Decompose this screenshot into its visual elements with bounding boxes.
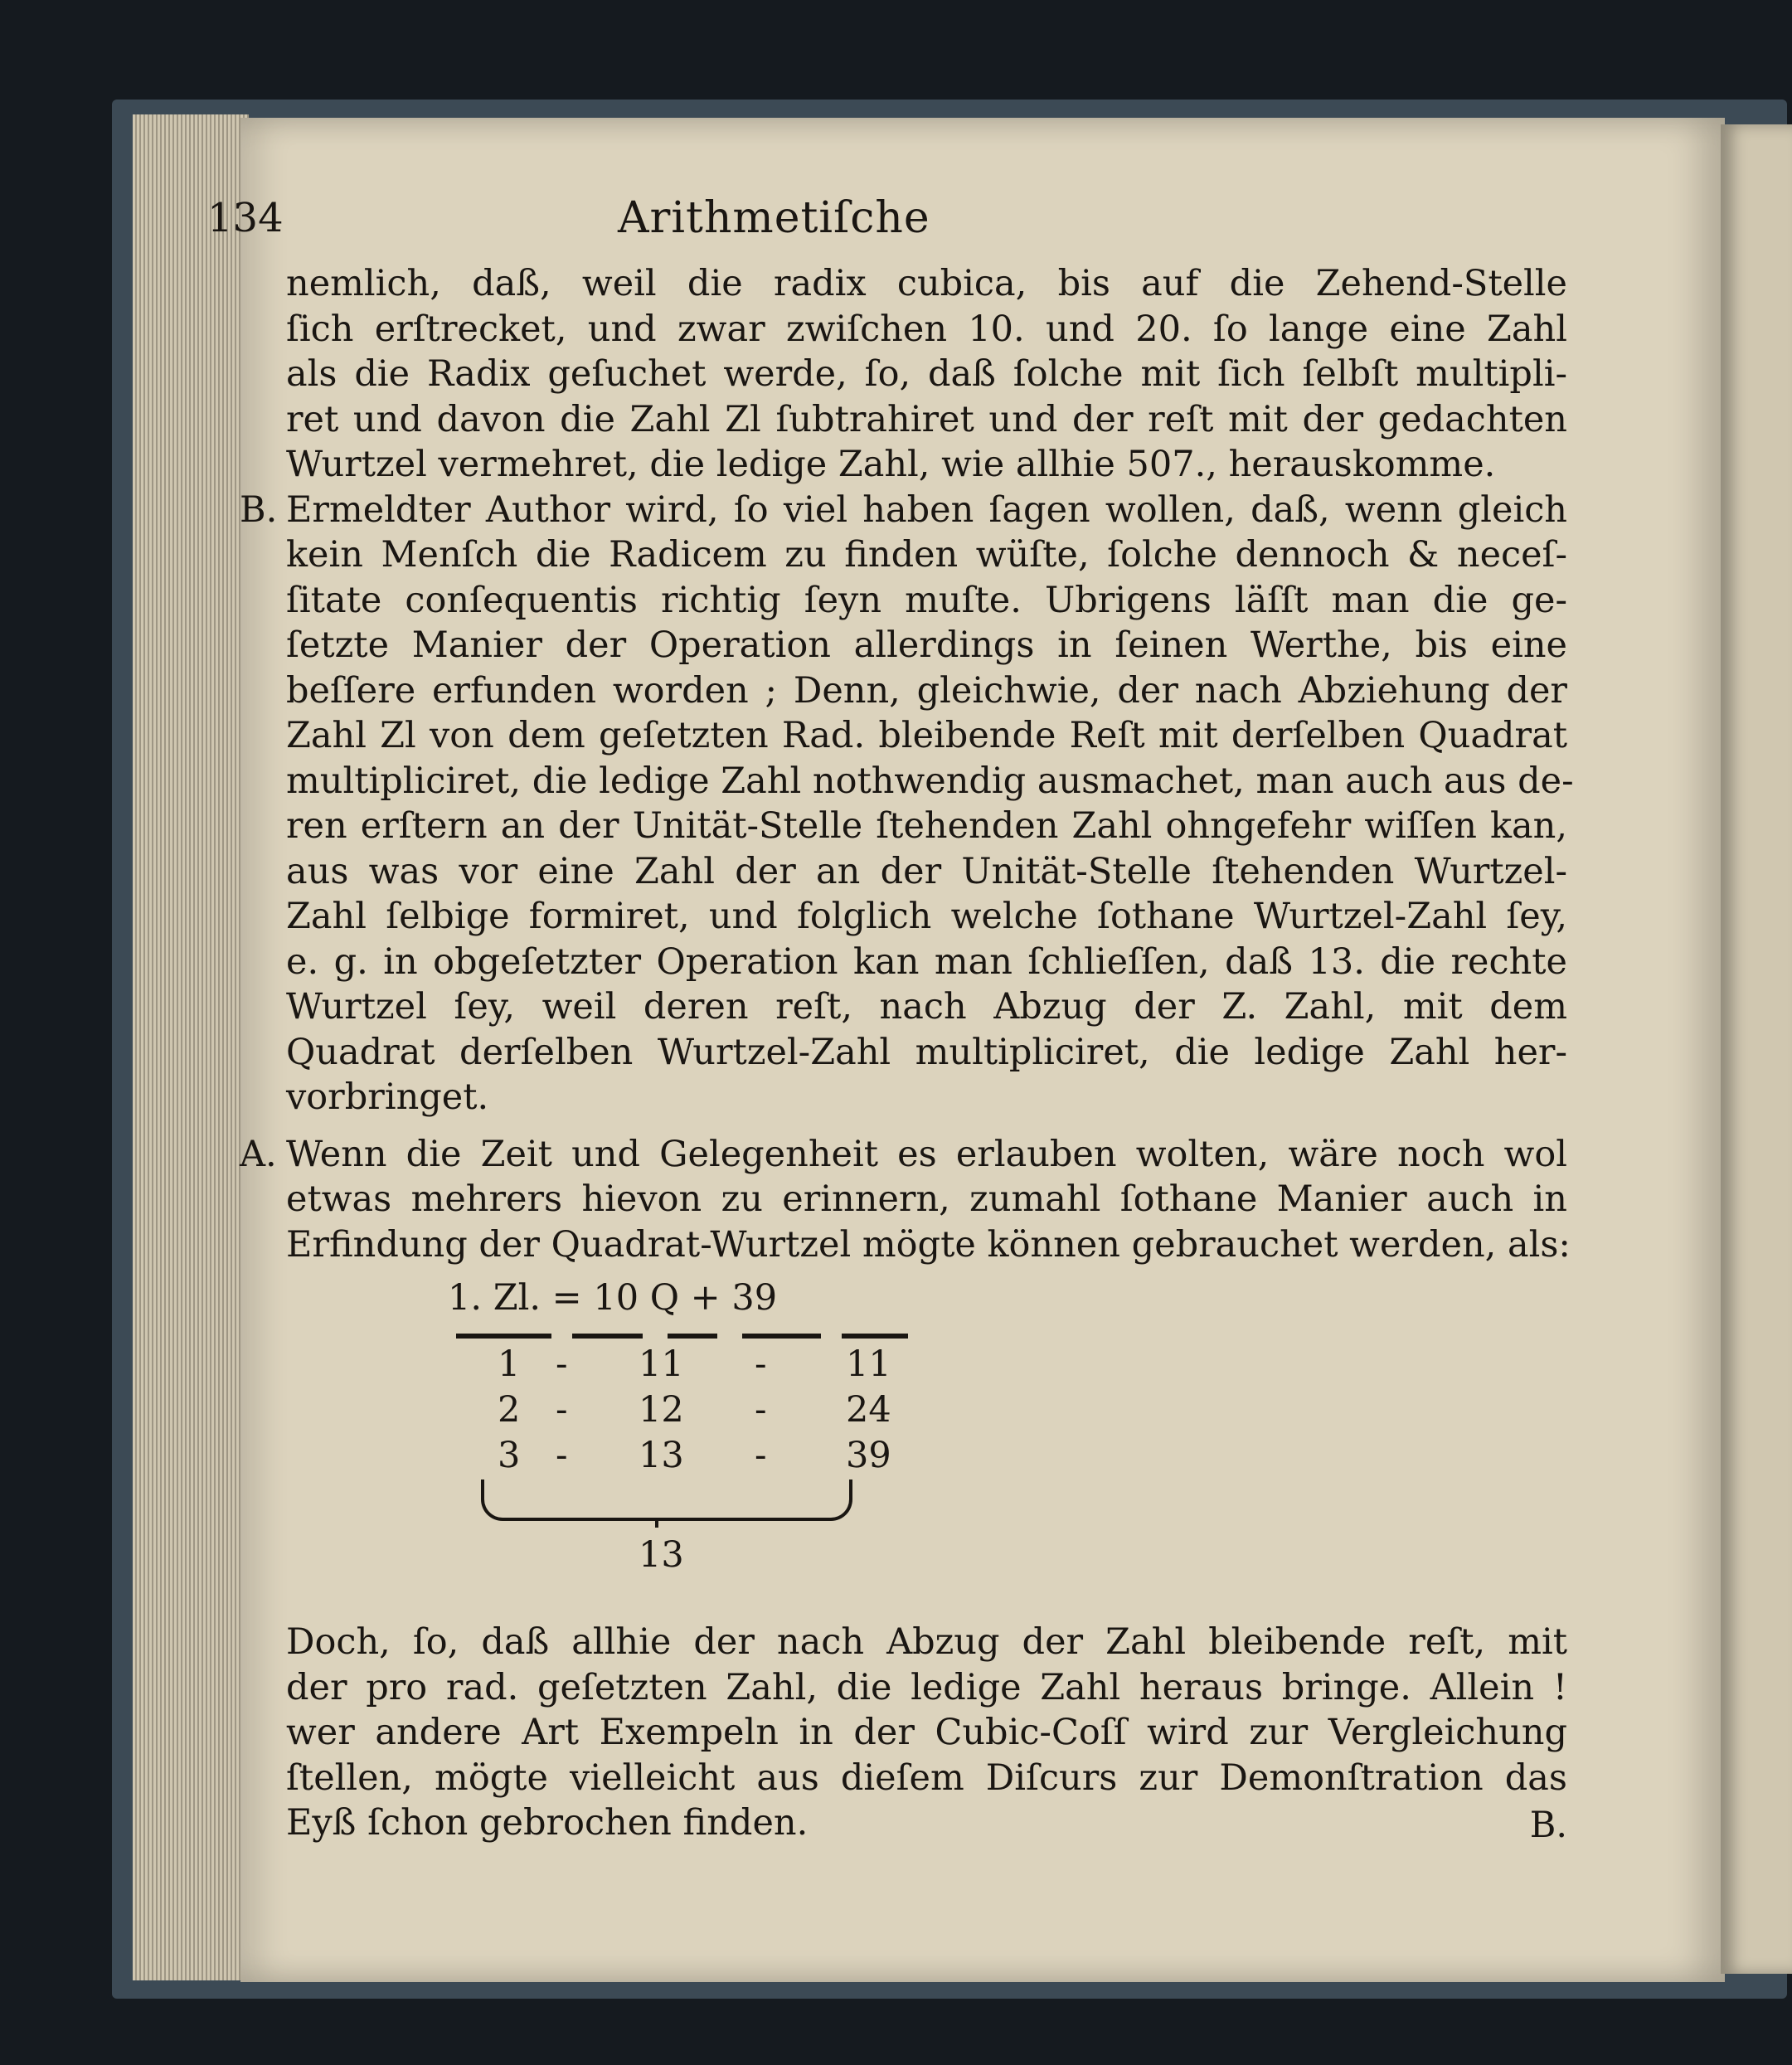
text-line <box>240 1132 1567 1178</box>
cell: 11 <box>846 1343 891 1385</box>
text-line: nemlich, daß, weil die radix cubica, bis auf die Zehend-Stelle <box>286 263 1567 304</box>
text-line: Wurtzel ſey, weil deren reſt, nach Abzug der Z. Zahl, mit dem <box>286 986 1567 1028</box>
text-line: Quadrat derſelben Wurtzel-Zahl multipliciret, die ledige Zahl her- <box>286 1031 1567 1073</box>
page-header <box>207 187 1567 261</box>
brace-label: 13 <box>639 1534 684 1576</box>
text-line: multipliciret, die ledige Zahl nothwendig ausmachet, man auch aus de- <box>286 760 1574 802</box>
text-line: Zahl ſelbige formiret, und folglich welche ſothane Wurtzel-Zahl ſey, <box>286 896 1567 937</box>
cell: - <box>755 1389 767 1431</box>
equation-head: 1. Zl. = 10 Q + 39 <box>448 1277 778 1319</box>
equation-block <box>207 1277 1567 1613</box>
text-line: ſich erſtrecket, und zwar zwiſchen 10. und 20. ſo lange eine Zahl <box>286 308 1567 350</box>
text-line: kein Menſch die Radicem zu finden wüſte, ſolche dennoch & neceſ- <box>286 534 1567 576</box>
text-line: Doch, ſo, daß allhie der nach Abzug der Zahl bleibende reſt, mit <box>286 1621 1567 1663</box>
rule-segment <box>572 1334 643 1339</box>
text-line: ſitate conſequentis richtig ſeyn muſte. Ubrigens läſſt man die ge- <box>286 579 1567 621</box>
page-number: 134 <box>207 195 284 241</box>
cell: 12 <box>639 1389 684 1431</box>
text-line-content: Ermeldter Author wird, ſo viel haben ſagen wollen, daß, wenn gleich <box>286 488 1567 531</box>
cell: 1 <box>498 1343 521 1385</box>
text-line: e. g. in obgeſetzter Operation kan man ſchlieſſen, daß 13. die rechte <box>286 940 1567 983</box>
cell: - <box>755 1343 767 1385</box>
text-line: etwas mehrers hievon zu erinnern, zumahl ſothane Manier auch in <box>286 1178 1567 1220</box>
cell: 13 <box>639 1435 684 1476</box>
page-content <box>207 187 1574 1846</box>
cell: 2 <box>498 1389 521 1431</box>
text-line: beſſere erfunden worden ; Denn, gleichwie, der nach Abziehung der <box>286 669 1567 712</box>
text-line: ret und davon die Zahl Zl ſubtrahiret und der reſt mit der gedachten <box>286 398 1567 440</box>
rule-segment <box>668 1334 717 1339</box>
cell: - <box>556 1435 568 1476</box>
cell: 39 <box>846 1435 891 1476</box>
text-line: ſetzte Manier der Operation allerdings in ſeinen Werthe, bis eine <box>286 624 1567 666</box>
text-line-content: Wenn die Zeit und Gelegenheit es erlauben wolten, wäre noch wol <box>286 1133 1567 1175</box>
text-line: ſtellen, mögte vielleicht aus dieſem Diſcurs zur Demonſtration das <box>286 1756 1567 1799</box>
text-line: als die Radix geſuchet werde, ſo, daß ſolche mit ſich ſelbſt multipli- <box>286 353 1567 395</box>
running-head: Arithmetiſche <box>618 193 930 243</box>
rule-segment <box>742 1334 821 1339</box>
rule-segment <box>842 1334 908 1339</box>
cell: - <box>556 1343 568 1385</box>
cell: 11 <box>639 1343 684 1385</box>
paragraph-marker-a: A. <box>240 1133 277 1175</box>
text-line: ren erſtern an der Unität-Stelle ſtehenden Zahl ohngefehr wiſſen kan, <box>286 805 1567 847</box>
text-line: Eyß ſchon gebrochen finden. <box>286 1802 809 1844</box>
text-line: Wurtzel vermehret, die ledige Zahl, wie allhie 507., herauskomme. <box>286 444 1496 485</box>
brace-tip <box>655 1518 668 1528</box>
paragraph-conclusion <box>207 1620 1567 1846</box>
text-line <box>240 488 1567 533</box>
paragraph-continuation <box>207 261 1567 488</box>
cell: - <box>755 1435 767 1476</box>
text-line: vorbringet. <box>286 1076 489 1118</box>
text-line: Erfindung der Quadrat-Wurtzel mögte können gebrauchet werden, als: <box>286 1223 1571 1266</box>
cell: 24 <box>846 1389 891 1431</box>
text-line: der pro rad. geſetzten Zahl, die ledige Zahl heraus bringe. Allein ! <box>286 1666 1567 1708</box>
brace <box>481 1480 852 1521</box>
text-line: wer andere Art Exempeln in der Cubic-Coſſ wird zur Vergleichung <box>286 1712 1567 1753</box>
text-line: aus was vor eine Zahl der an der Unität-Stelle ſtehenden Wurtzel- <box>286 850 1567 892</box>
catchword: B. <box>1529 1804 1567 1846</box>
cell: - <box>556 1389 568 1431</box>
text-line: Zahl Zl von dem geſetzten Rad. bleibende Reſt mit derſelben Quadrat <box>286 715 1567 756</box>
paragraph-b <box>207 488 1574 1120</box>
cell: 3 <box>498 1435 521 1476</box>
paragraph-marker-b: B. <box>240 488 278 531</box>
facing-page-edge <box>1721 124 1792 1974</box>
rule-segment <box>456 1334 551 1339</box>
paragraph-a <box>207 1132 1571 1268</box>
